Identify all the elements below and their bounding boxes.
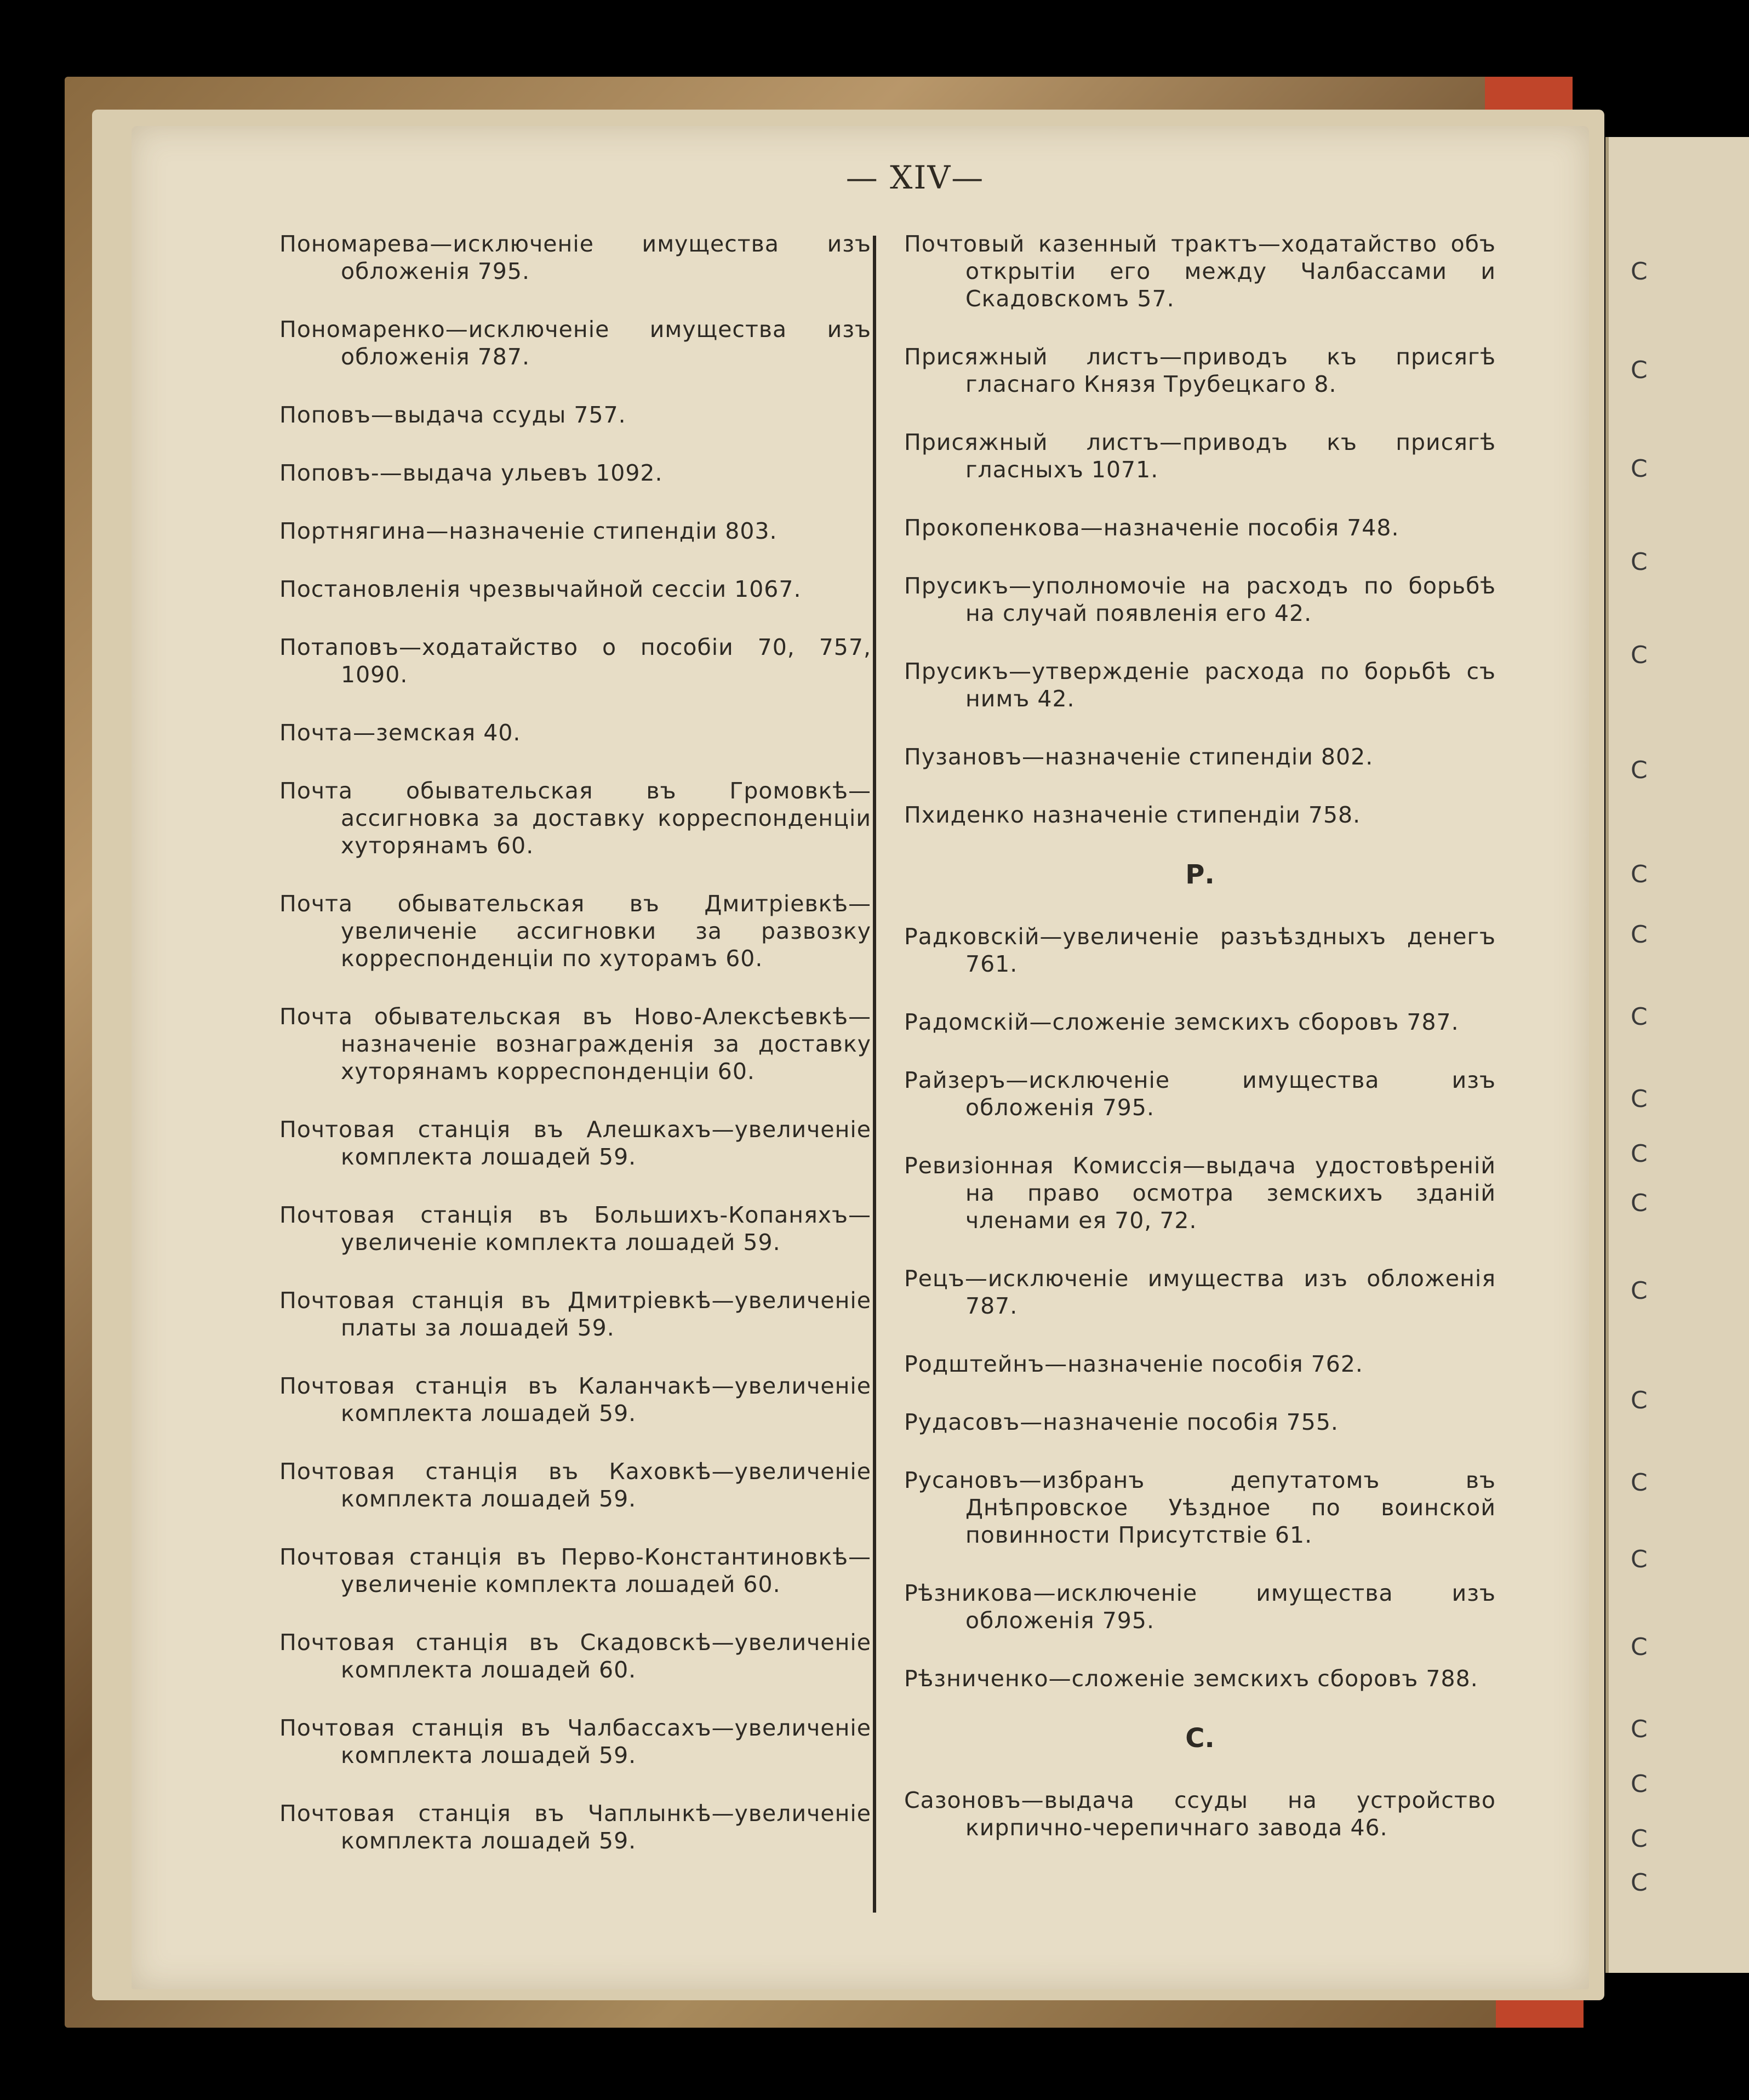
index-entry: Почтовая станція въ Каланчакѣ—увеличеніе комплекта лошадей 59. xyxy=(279,1373,871,1426)
index-entry: Рудасовъ—назначеніе пособія 755. xyxy=(904,1409,1339,1435)
adjacent-page-letter: С xyxy=(1631,1633,1648,1661)
section-heading-s: С. xyxy=(1185,1723,1215,1754)
adjacent-page-letter: С xyxy=(1631,1770,1648,1798)
adjacent-page-letter: С xyxy=(1631,756,1648,784)
left-column xyxy=(279,230,871,1885)
index-entry: Почтовая станція въ Скадовскѣ—увеличеніе комплекта лошадей 60. xyxy=(279,1629,871,1683)
index-entry: Почтовая станція въ Чалбассахъ—увеличеніе комплекта лошадей 59. xyxy=(279,1715,871,1768)
index-entry: Радковскій—увеличеніе разъѣздныхъ денегъ 761. xyxy=(904,923,1496,977)
adjacent-page xyxy=(1605,137,1749,1973)
adjacent-page-letter: С xyxy=(1631,258,1648,286)
index-entry: Радомскій—сложеніе земскихъ сборовъ 787. xyxy=(904,1009,1459,1035)
index-entry: Русановъ—избранъ депутатомъ въ Днѣпровское Уѣздное по воинской повинности Присутствіе 61. xyxy=(904,1467,1496,1548)
adjacent-page-letter: С xyxy=(1631,548,1648,576)
adjacent-page-letter: С xyxy=(1631,1189,1648,1217)
index-entry: Райзеръ—исключеніе имущества изъ обложенія 795. xyxy=(904,1067,1496,1121)
adjacent-page-letter: С xyxy=(1631,455,1648,483)
index-entry: Почтовая станція въ Каховкѣ—увеличеніе комплекта лошадей 59. xyxy=(279,1458,871,1512)
right-column xyxy=(904,230,1496,1872)
adjacent-page-letter: С xyxy=(1631,1085,1648,1113)
adjacent-page-letter: С xyxy=(1631,1545,1648,1573)
index-entry: Почтовая станція въ Большихъ-Копаняхъ—увеличеніе комплекта лошадей 59. xyxy=(279,1202,871,1256)
index-entry: Почта обывательская въ Громовкѣ—ассигновка за доставку корреспонденціи хуторянамъ 60. xyxy=(279,778,871,859)
index-entry: Прокопенкова—назначеніе пособія 748. xyxy=(904,515,1399,541)
index-entry: Рѣзниченко—сложеніе земскихъ сборовъ 788. xyxy=(904,1665,1478,1692)
index-entry: Почта—земская 40. xyxy=(279,720,521,746)
adjacent-page-letter: С xyxy=(1631,921,1648,949)
index-entry: Прусикъ—уполномочіе на расходъ по борьбѣ на случай появленія его 42. xyxy=(904,573,1496,626)
index-entry: Ревизіонная Комиссія—выдача удостовѣреній на право осмотра земскихъ зданій членами ея 70, 72. xyxy=(904,1152,1496,1234)
adjacent-page-letter: С xyxy=(1631,1825,1648,1853)
adjacent-page-letter: С xyxy=(1631,1386,1648,1414)
adjacent-page-letter: С xyxy=(1631,1277,1648,1305)
index-entry: Пономаренко—исключеніе имущества изъ обложенія 787. xyxy=(279,316,871,370)
index-entry: Почта обывательская въ Дмитріевкѣ—увеличеніе ассигновки за развозку корреспонденціи по хуторамъ 60. xyxy=(279,891,871,972)
adjacent-page-letter: С xyxy=(1631,641,1648,669)
adjacent-page-letter: С xyxy=(1631,1715,1648,1743)
adjacent-page-letter: С xyxy=(1631,1003,1648,1031)
adjacent-page-letter: С xyxy=(1631,356,1648,384)
section-heading-r: Р. xyxy=(1185,859,1215,890)
index-entry: Присяжный листъ—приводъ къ присягѣ гласнаго Князя Трубецкаго 8. xyxy=(904,344,1496,397)
index-entry: Почта обывательская въ Ново-Алексѣевкѣ—назначеніе вознагражденія за доставку хуторянамъ корреспонденціи 60. xyxy=(279,1003,871,1085)
index-entry: Портнягина—назначеніе стипендіи 803. xyxy=(279,518,778,544)
adjacent-page-letter: С xyxy=(1631,1869,1648,1897)
index-entry: Потаповъ—ходатайство о пособіи 70, 757, 1090. xyxy=(279,634,871,688)
index-entry: Рѣзникова—исключеніе имущества изъ обложенія 795. xyxy=(904,1580,1496,1634)
index-entry: Пузановъ—назначеніе стипендіи 802. xyxy=(904,744,1374,770)
index-entry: Пхиденко назначеніе стипендіи 758. xyxy=(904,802,1361,828)
index-entry: Почтовая станція въ Алешкахъ—увеличеніе комплекта лошадей 59. xyxy=(279,1116,871,1170)
index-entry: Почтовая станція въ Чаплынкѣ—увеличеніе комплекта лошадей 59. xyxy=(279,1800,871,1854)
index-entry: Родштейнъ—назначеніе пособія 762. xyxy=(904,1351,1363,1377)
index-entry: Присяжный листъ—приводъ къ присягѣ гласныхъ 1071. xyxy=(904,429,1496,483)
index-entry: Прусикъ—утвержденіе расхода по борьбѣ съ нимъ 42. xyxy=(904,658,1496,712)
adjacent-page-letter: С xyxy=(1631,860,1648,888)
adjacent-page-letter: С xyxy=(1631,1140,1648,1168)
index-entry: Сазоновъ—выдача ссуды на устройство кирпично-черепичнаго завода 46. xyxy=(904,1787,1496,1841)
index-entry: Рецъ—исключеніе имущества изъ обложенія 787. xyxy=(904,1265,1496,1319)
index-entry: Пономарева—исключеніе имущества изъ обложенія 795. xyxy=(279,231,871,284)
index-entry: Поповъ—выдача ссуды 757. xyxy=(279,402,626,428)
index-entry: Почтовая станція въ Дмитріевкѣ—увеличеніе платы за лошадей 59. xyxy=(279,1287,871,1341)
index-entry: Поповъ-—выдача ульевъ 1092. xyxy=(279,460,663,486)
index-entry: Постановленія чрезвычайной сессіи 1067. xyxy=(279,576,802,602)
adjacent-page-letter: С xyxy=(1631,1469,1648,1497)
column-divider xyxy=(873,236,876,1913)
index-entry: Почтовый казенный трактъ—ходатайство объ открытіи его между Чалбассами и Скадовскомъ 57. xyxy=(904,231,1496,312)
index-entry: Почтовая станція въ Перво-Константиновкѣ—увеличеніе комплекта лошадей 60. xyxy=(279,1544,871,1597)
page-number: — XIV— xyxy=(845,159,985,196)
